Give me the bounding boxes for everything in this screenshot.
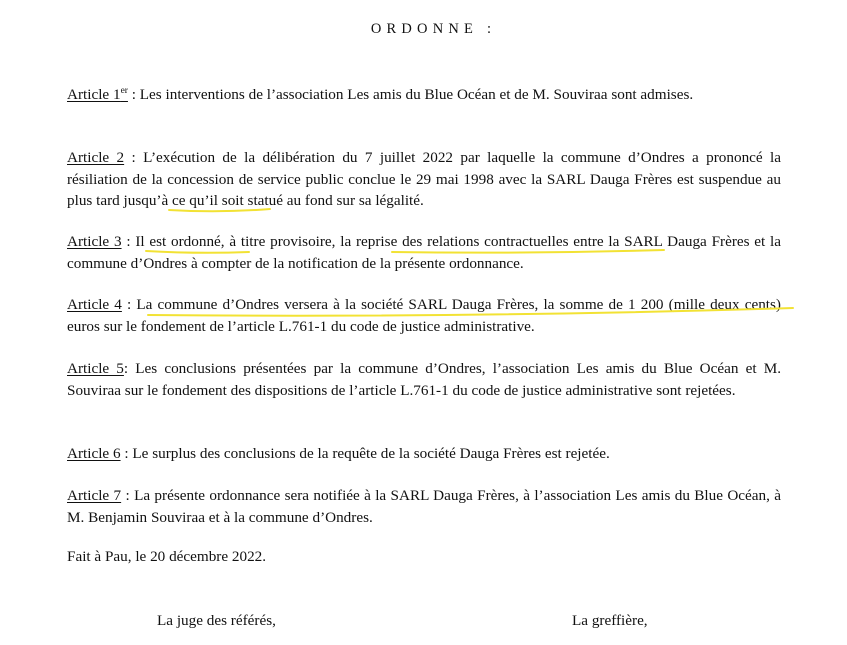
article-7-label: Article 7 [67,487,122,504]
article-3 [67,231,781,274]
heading-ordonne: ORDONNE : [370,21,497,37]
article-3-highlight-2: la reprise des relations contractuelles [340,233,569,250]
article-3-label: Article 3 [67,233,122,250]
date-line: Fait à Pau, le 20 décembre 2022. [67,548,267,565]
article-5 [67,358,781,401]
article-1-label-text: Article 1 [67,86,121,103]
article-5-text: Les conclusions présentées par la commune d’Ondres, l’association Les amis du Blue Océan et M. Souviraa sur le fondement des dispositions de l’article L.761-1 du code de justice administrative sont rejetées. [67,360,781,399]
signature-judge: La juge des référés, [157,612,276,629]
article-2-sep: : [124,149,144,166]
article-2 [67,147,781,212]
article-1 [67,84,781,106]
article-3-text-after: entre la SARL Dauga Frères et la commune d’Ondres à compter de la notification de la présente ordonnance. [67,233,781,272]
article-4-sep: : [121,296,137,313]
article-1-label-sup: er [120,86,128,96]
article-6-text: Le surplus des conclusions de la requête de la société Dauga Frères est rejetée. [132,445,610,462]
signature-clerk: La greffière, [572,612,648,629]
article-3-sep: : [121,233,136,250]
article-7-text: La présente ordonnance sera notifiée à la SARL Dauga Frères, à l’association Les amis du Blue Océan, à M. Benjamin Souviraa et à la commune d’Ondres. [67,487,782,526]
article-5-label: Article 5 [67,360,124,377]
article-6-label: Article 6 [67,445,121,462]
article-1-text: Les interventions de l’association Les amis du Blue Océan et de M. Souviraa sont admises. [139,86,694,103]
article-5-sep: : [123,360,136,377]
article-3-highlight-1: Il est ordonné [135,233,221,250]
article-4-highlight: La commune d’Ondres versera à la société SARL Dauga Frères, la somme de 1 200 [136,296,664,313]
article-1-sep: : [127,86,140,103]
article-4-label: Article 4 [67,296,122,313]
article-6-sep: : [120,445,133,462]
article-6 [67,443,781,465]
article-2-highlight: est suspendue [676,170,762,188]
article-7-sep: : [121,487,135,504]
article-4-text-after: (mille deux cents) euros sur le fondement de l’article L.761-1 du code de justice administrative. [67,296,781,335]
article-1-label [67,86,128,103]
article-4 [67,294,781,337]
article-2-text-before: L’exécution de la délibération du 7 juillet 2022 par laquelle la commune d’Ondres a prononcé la résiliation de la concession de service public conclue le 29 mai 1998 avec la SARL Dauga Frères [67,149,781,188]
article-7 [67,485,781,528]
article-3-text-mid: , à titre provisoire, [220,233,341,250]
article-2-text-after: au plus tard jusqu’à ce qu’il soit statué au fond sur sa légalité. [67,170,781,209]
article-2-label: Article 2 [67,149,125,166]
